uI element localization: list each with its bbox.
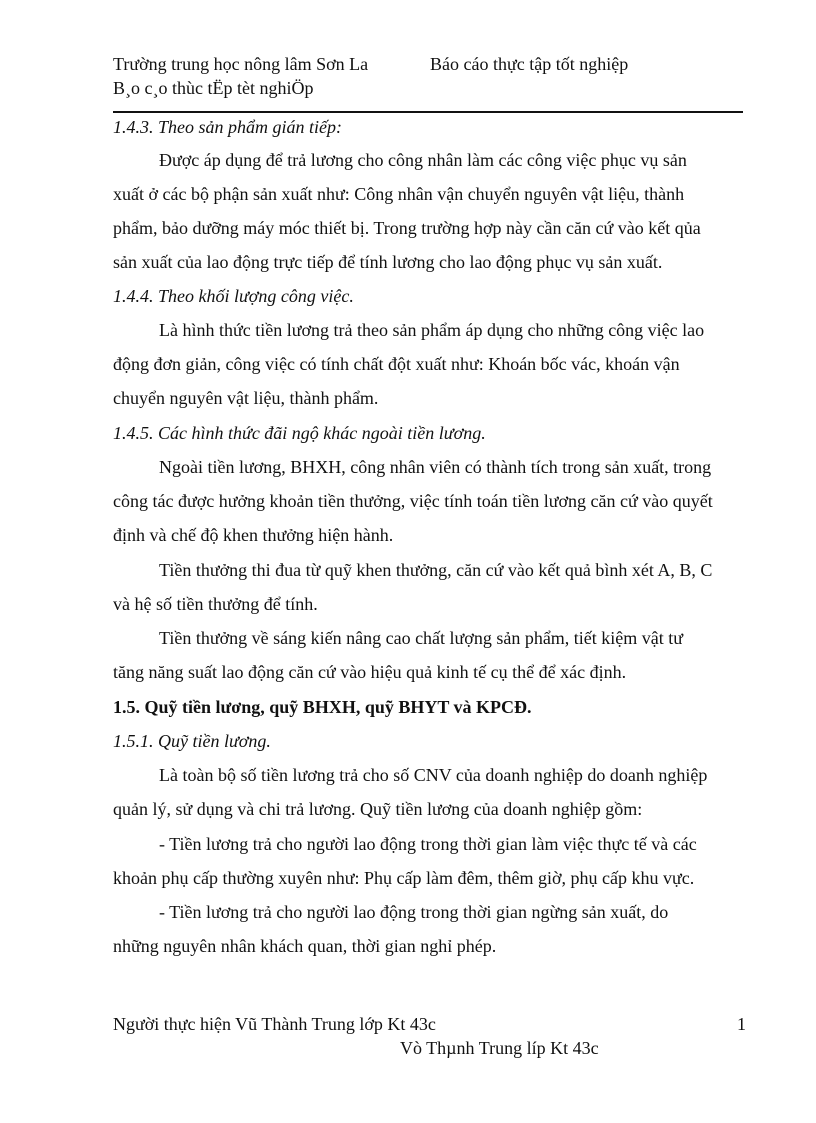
- bullet-1-line-2: khoản phụ cấp thường xuyên như: Phụ cấp làm đêm, thêm giờ, phụ cấp khu vực.: [113, 868, 695, 888]
- para-143-line-1: Được áp dụng để trả lương cho công nhân làm các công việc phục vụ sản: [159, 150, 687, 170]
- para-145a-line-1: Ngoài tiền lương, BHXH, công nhân viên có thành tích trong sản xuất, trong: [159, 457, 712, 477]
- heading-1-5-1: 1.5.1. Quỹ tiền lương.: [113, 731, 271, 751]
- footer-garbled-author: Vò Thµnh Trung líp Kt 43c: [400, 1038, 599, 1058]
- para-144-line-3: chuyển nguyên vật liệu, thành phẩm.: [113, 388, 379, 408]
- bullet-2-line-1: - Tiền lương trả cho người lao động trong thời gian ngừng sản xuất, do: [159, 902, 669, 922]
- footer-author: Người thực hiện Vũ Thành Trung lớp Kt 43c: [113, 1014, 436, 1034]
- para-144-line-2: động đơn giản, công việc có tính chất đột xuất như: Khoán bốc vác, khoán vận: [113, 354, 680, 374]
- heading-1-5: 1.5. Quỹ tiền lương, quỹ BHXH, quỹ BHYT và KPCĐ.: [113, 697, 532, 717]
- para-143-line-4: sản xuất của lao động trực tiếp để tính lương cho lao động phục vụ sản xuất.: [113, 252, 663, 272]
- para-144-line-1: Là hình thức tiền lương trả theo sản phẩm áp dụng cho những công việc lao: [159, 320, 705, 340]
- heading-1-4-5: 1.4.5. Các hình thức đãi ngộ khác ngoài tiền lương.: [113, 423, 486, 443]
- para-143-line-3: phẩm, bảo dưỡng máy móc thiết bị. Trong trường hợp này cần căn cứ vào kết qủa: [113, 218, 701, 238]
- header-rule: [113, 111, 743, 113]
- para-145a-line-3: định và chế độ khen thưởng hiện hành.: [113, 525, 394, 545]
- footer-page-number: 1: [737, 1014, 746, 1034]
- header-school: Trường trung học nông lâm Sơn La: [113, 54, 369, 74]
- bullet-1-line-1: - Tiền lương trả cho người lao động trong thời gian làm việc thực tế và các: [159, 834, 697, 854]
- bullet-2-line-2: những nguyên nhân khách quan, thời gian nghỉ phép.: [113, 936, 497, 956]
- header-garbled-title: B¸o c¸o thùc tËp tèt nghiÖp: [113, 78, 314, 98]
- para-145c-line-2: tăng năng suất lao động căn cứ vào hiệu quả kinh tế cụ thể để xác định.: [113, 662, 627, 682]
- header-report-title: Báo cáo thực tập tốt nghiệp: [430, 54, 629, 74]
- para-145a-line-2: công tác được hưởng khoản tiền thưởng, việc tính toán tiền lương căn cứ vào quyết: [113, 491, 713, 511]
- para-151-line-2: quản lý, sử dụng và chi trả lương. Quỹ tiền lương của doanh nghiệp gồm:: [113, 799, 643, 819]
- para-143-line-2: xuất ở các bộ phận sản xuất như: Công nhân vận chuyển nguyên vật liệu, thành: [113, 184, 685, 204]
- para-145b-line-2: và hệ số tiền thưởng để tính.: [113, 594, 318, 614]
- heading-1-4-4: 1.4.4. Theo khối lượng công việc.: [113, 286, 354, 306]
- para-145c-line-1: Tiền thưởng về sáng kiến nâng cao chất lượng sản phẩm, tiết kiệm vật tư: [159, 628, 684, 648]
- heading-1-4-3: 1.4.3. Theo sản phẩm gián tiếp:: [113, 117, 342, 137]
- para-151-line-1: Là toàn bộ số tiền lương trả cho số CNV của doanh nghiệp do doanh nghiệp: [159, 765, 708, 785]
- para-145b-line-1: Tiền thưởng thi đua từ quỹ khen thưởng, căn cứ vào kết quả bình xét A, B, C: [159, 560, 713, 580]
